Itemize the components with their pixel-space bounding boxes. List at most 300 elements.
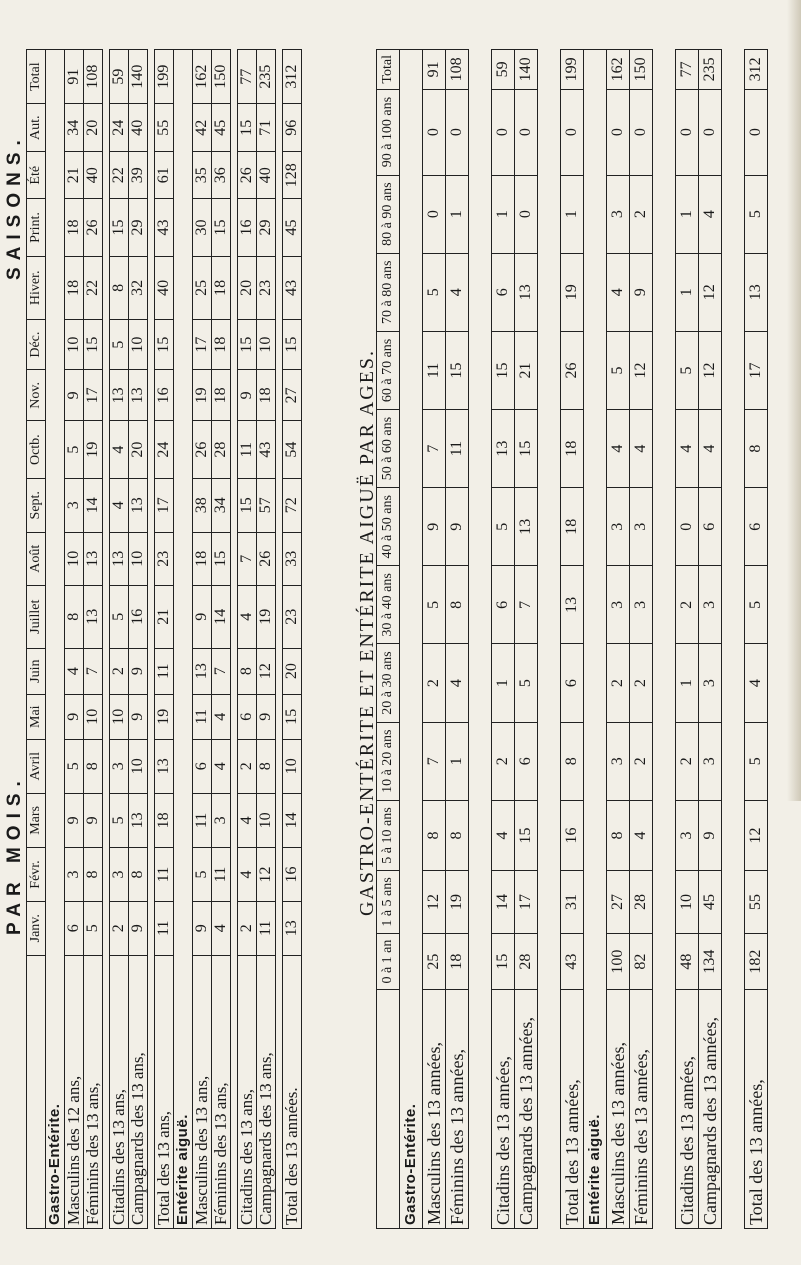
value-cell: 10 — [129, 319, 148, 369]
value-cell: 26 — [84, 199, 103, 256]
section-title: Gastro-Entérite. — [400, 50, 423, 1229]
row-label: Féminins des 13 ans, — [212, 955, 231, 1228]
value-cell: 22 — [84, 256, 103, 319]
value-cell: 29 — [257, 199, 276, 256]
value-cell: 14 — [283, 793, 302, 847]
row-gap — [148, 50, 155, 1229]
value-cell: 15 — [212, 199, 231, 256]
value-cell: 28 — [212, 421, 231, 478]
value-cell: 3 — [607, 488, 630, 566]
table-row — [257, 50, 276, 1229]
column-header: Avril — [27, 739, 46, 793]
value-cell: 3 — [699, 644, 722, 722]
value-cell: 15 — [446, 331, 469, 409]
value-cell: 10 — [65, 532, 84, 585]
value-cell: 199 — [155, 50, 174, 104]
value-cell: 13 — [515, 488, 538, 566]
corner-cell — [377, 990, 400, 1229]
value-cell: 13 — [155, 739, 174, 793]
value-cell: 15 — [492, 933, 515, 990]
value-cell: 162 — [607, 50, 630, 90]
column-header: 20 à 30 ans — [377, 644, 400, 722]
value-cell: 8 — [129, 848, 148, 902]
value-cell: 8 — [84, 739, 103, 793]
value-cell: 20 — [84, 104, 103, 152]
value-cell: 11 — [238, 421, 257, 478]
column-header: Aut. — [27, 104, 46, 152]
value-cell: 2 — [423, 644, 446, 722]
value-cell: 6 — [561, 644, 584, 722]
value-cell: 4 — [238, 848, 257, 902]
value-cell: 12 — [745, 800, 768, 870]
column-header: 50 à 60 ans — [377, 410, 400, 488]
value-cell: 10 — [129, 739, 148, 793]
value-cell: 6 — [492, 253, 515, 331]
value-cell: 43 — [155, 199, 174, 256]
row-label: Campagnards des 13 années, — [515, 990, 538, 1229]
value-cell: 3 — [630, 566, 653, 644]
value-cell: 18 — [65, 256, 84, 319]
value-cell: 15 — [283, 319, 302, 369]
gap-cell — [538, 50, 561, 1229]
value-cell: 12 — [630, 331, 653, 409]
value-cell: 4 — [607, 410, 630, 488]
column-header: 60 à 70 ans — [377, 331, 400, 409]
value-cell: 10 — [257, 793, 276, 847]
value-cell: 4 — [110, 421, 129, 478]
value-cell: 4 — [699, 410, 722, 488]
value-cell: 45 — [283, 199, 302, 256]
value-cell: 11 — [193, 694, 212, 739]
value-cell: 17 — [84, 370, 103, 421]
column-header: Print. — [27, 199, 46, 256]
value-cell: 4 — [630, 800, 653, 870]
value-cell: 6 — [193, 739, 212, 793]
value-cell: 2 — [238, 739, 257, 793]
column-header: Total — [27, 50, 46, 104]
table-by-month — [26, 49, 302, 1229]
value-cell: 3 — [110, 739, 129, 793]
value-cell: 2 — [238, 901, 257, 955]
value-cell: 10 — [65, 319, 84, 369]
value-cell: 1 — [492, 175, 515, 253]
value-cell: 14 — [212, 585, 231, 648]
value-cell: 15 — [238, 104, 257, 152]
gap-cell — [722, 50, 745, 1229]
value-cell: 48 — [676, 933, 699, 990]
value-cell: 13 — [745, 253, 768, 331]
value-cell: 7 — [423, 722, 446, 800]
value-cell: 235 — [699, 50, 722, 90]
value-cell: 3 — [699, 722, 722, 800]
value-cell: 3 — [607, 722, 630, 800]
value-cell: 5 — [607, 331, 630, 409]
value-cell: 18 — [155, 793, 174, 847]
value-cell: 4 — [212, 901, 231, 955]
value-cell: 0 — [630, 89, 653, 175]
table-row — [607, 50, 630, 1229]
table-row — [745, 50, 768, 1229]
value-cell: 3 — [676, 800, 699, 870]
value-cell: 30 — [193, 199, 212, 256]
value-cell: 108 — [446, 50, 469, 90]
value-cell: 312 — [283, 50, 302, 104]
value-cell: 3 — [630, 488, 653, 566]
value-cell: 1 — [676, 253, 699, 331]
value-cell: 4 — [492, 800, 515, 870]
value-cell: 2 — [630, 644, 653, 722]
column-header: 0 à 1 an — [377, 933, 400, 990]
value-cell: 45 — [699, 871, 722, 934]
column-header: Juin — [27, 648, 46, 694]
value-cell: 27 — [607, 871, 630, 934]
value-cell: 5 — [492, 488, 515, 566]
value-cell: 2 — [110, 648, 129, 694]
value-cell: 18 — [212, 370, 231, 421]
value-cell: 26 — [561, 331, 584, 409]
value-cell: 19 — [155, 694, 174, 739]
value-cell: 14 — [492, 871, 515, 934]
row-label: Citadins des 13 ans, — [238, 955, 257, 1228]
value-cell: 8 — [607, 800, 630, 870]
value-cell: 3 — [65, 478, 84, 532]
value-cell: 8 — [257, 739, 276, 793]
heading-saisons: SAISONS. — [4, 133, 25, 280]
value-cell: 312 — [745, 50, 768, 90]
value-cell: 5 — [423, 253, 446, 331]
value-cell: 16 — [283, 848, 302, 902]
value-cell: 6 — [699, 488, 722, 566]
value-cell: 5 — [745, 566, 768, 644]
value-cell: 8 — [561, 722, 584, 800]
column-header: Sept. — [27, 478, 46, 532]
value-cell: 8 — [110, 256, 129, 319]
value-cell: 55 — [155, 104, 174, 152]
value-cell: 13 — [129, 793, 148, 847]
value-cell: 1 — [492, 644, 515, 722]
value-cell: 18 — [65, 199, 84, 256]
column-header: 10 à 20 ans — [377, 722, 400, 800]
value-cell: 21 — [65, 152, 84, 199]
row-label: Citadins des 13 années, — [676, 990, 699, 1229]
value-cell: 31 — [561, 871, 584, 934]
value-cell: 4 — [607, 253, 630, 331]
value-cell: 7 — [238, 532, 257, 585]
value-cell: 43 — [561, 933, 584, 990]
value-cell: 13 — [110, 370, 129, 421]
column-header: 90 à 100 ans — [377, 89, 400, 175]
row-label: Total des 13 années, — [745, 990, 768, 1229]
value-cell: 140 — [515, 50, 538, 90]
value-cell: 4 — [745, 644, 768, 722]
value-cell: 24 — [110, 104, 129, 152]
column-header: Janv. — [27, 901, 46, 955]
value-cell: 9 — [446, 488, 469, 566]
value-cell: 4 — [110, 478, 129, 532]
value-cell: 2 — [676, 722, 699, 800]
value-cell: 15 — [84, 319, 103, 369]
value-cell: 91 — [65, 50, 84, 104]
column-header: Mars — [27, 793, 46, 847]
value-cell: 12 — [699, 331, 722, 409]
value-cell: 6 — [515, 722, 538, 800]
value-cell: 19 — [193, 370, 212, 421]
value-cell: 55 — [745, 871, 768, 934]
table-row — [84, 50, 103, 1229]
value-cell: 12 — [257, 848, 276, 902]
value-cell: 82 — [630, 933, 653, 990]
value-cell: 42 — [193, 104, 212, 152]
value-cell: 4 — [212, 739, 231, 793]
value-cell: 1 — [446, 722, 469, 800]
table-row — [283, 50, 302, 1229]
value-cell: 15 — [515, 410, 538, 488]
value-cell: 128 — [283, 152, 302, 199]
value-cell: 10 — [129, 532, 148, 585]
value-cell: 25 — [423, 933, 446, 990]
value-cell: 9 — [257, 694, 276, 739]
row-label: Féminins des 13 ans, — [84, 955, 103, 1228]
value-cell: 15 — [238, 478, 257, 532]
value-cell: 24 — [155, 421, 174, 478]
value-cell: 71 — [257, 104, 276, 152]
row-label: Total des 13 années. — [283, 955, 302, 1228]
value-cell: 199 — [561, 50, 584, 90]
value-cell: 0 — [561, 89, 584, 175]
value-cell: 38 — [193, 478, 212, 532]
value-cell: 39 — [129, 152, 148, 199]
value-cell: 20 — [238, 256, 257, 319]
value-cell: 12 — [257, 648, 276, 694]
row-gap — [469, 50, 492, 1229]
value-cell: 0 — [515, 89, 538, 175]
value-cell: 9 — [65, 370, 84, 421]
table-row — [238, 50, 257, 1229]
value-cell: 0 — [515, 175, 538, 253]
value-cell: 3 — [212, 793, 231, 847]
value-cell: 4 — [446, 644, 469, 722]
value-cell: 10 — [257, 319, 276, 369]
value-cell: 11 — [423, 331, 446, 409]
value-cell: 2 — [110, 901, 129, 955]
value-cell: 26 — [257, 532, 276, 585]
value-cell: 7 — [84, 648, 103, 694]
section-row — [400, 50, 423, 1229]
header-row — [377, 50, 400, 1229]
value-cell: 18 — [257, 370, 276, 421]
value-cell: 27 — [283, 370, 302, 421]
row-label: Total des 13 années, — [561, 990, 584, 1229]
column-header: Total — [377, 50, 400, 90]
column-header: 30 à 40 ans — [377, 566, 400, 644]
value-cell: 9 — [129, 694, 148, 739]
value-cell: 11 — [155, 648, 174, 694]
column-header: 5 à 10 ans — [377, 800, 400, 870]
value-cell: 11 — [212, 848, 231, 902]
value-cell: 25 — [193, 256, 212, 319]
value-cell: 36 — [212, 152, 231, 199]
value-cell: 2 — [607, 644, 630, 722]
value-cell: 150 — [630, 50, 653, 90]
value-cell: 22 — [110, 152, 129, 199]
value-cell: 5 — [84, 901, 103, 955]
value-cell: 13 — [515, 253, 538, 331]
value-cell: 10 — [676, 871, 699, 934]
value-cell: 12 — [423, 871, 446, 934]
table-row — [212, 50, 231, 1229]
value-cell: 0 — [423, 175, 446, 253]
value-cell: 5 — [110, 585, 129, 648]
table-row — [423, 50, 446, 1229]
value-cell: 2 — [492, 722, 515, 800]
value-cell: 9 — [630, 253, 653, 331]
table-row — [446, 50, 469, 1229]
row-gap — [653, 50, 676, 1229]
value-cell: 4 — [630, 410, 653, 488]
value-cell: 18 — [561, 488, 584, 566]
table-row — [561, 50, 584, 1229]
value-cell: 23 — [257, 256, 276, 319]
value-cell: 13 — [129, 478, 148, 532]
value-cell: 34 — [212, 478, 231, 532]
gap-cell — [103, 50, 110, 1229]
value-cell: 9 — [238, 370, 257, 421]
value-cell: 19 — [84, 421, 103, 478]
value-cell: 4 — [212, 694, 231, 739]
row-label: Campagnards des 13 ans, — [129, 955, 148, 1228]
value-cell: 5 — [676, 331, 699, 409]
value-cell: 13 — [129, 370, 148, 421]
value-cell: 13 — [84, 532, 103, 585]
value-cell: 59 — [492, 50, 515, 90]
section-title: Entérite aiguë. — [584, 50, 607, 1229]
value-cell: 13 — [110, 532, 129, 585]
column-header: 80 à 90 ans — [377, 175, 400, 253]
value-cell: 4 — [238, 585, 257, 648]
corner-cell — [27, 955, 46, 1228]
value-cell: 26 — [238, 152, 257, 199]
value-cell: 9 — [65, 793, 84, 847]
page-edge — [787, 0, 801, 801]
value-cell: 5 — [65, 739, 84, 793]
value-cell: 2 — [676, 566, 699, 644]
value-cell: 3 — [699, 566, 722, 644]
row-label: Masculins des 13 ans, — [193, 955, 212, 1228]
value-cell: 5 — [110, 793, 129, 847]
table-row — [492, 50, 515, 1229]
value-cell: 15 — [515, 800, 538, 870]
value-cell: 1 — [676, 644, 699, 722]
value-cell: 8 — [745, 410, 768, 488]
value-cell: 108 — [84, 50, 103, 104]
value-cell: 15 — [110, 199, 129, 256]
row-gap — [276, 50, 283, 1229]
value-cell: 8 — [446, 800, 469, 870]
value-cell: 19 — [257, 585, 276, 648]
value-cell: 0 — [699, 89, 722, 175]
table-row — [630, 50, 653, 1229]
table-row — [155, 50, 174, 1229]
row-label: Campagnards des 13 années, — [699, 990, 722, 1229]
value-cell: 17 — [193, 319, 212, 369]
value-cell: 0 — [676, 89, 699, 175]
gap-cell — [653, 50, 676, 1229]
table-row — [193, 50, 212, 1229]
value-cell: 9 — [699, 800, 722, 870]
value-cell: 32 — [129, 256, 148, 319]
value-cell: 4 — [699, 175, 722, 253]
value-cell: 15 — [283, 694, 302, 739]
column-header: Juillet — [27, 585, 46, 648]
value-cell: 19 — [561, 253, 584, 331]
value-cell: 6 — [238, 694, 257, 739]
value-cell: 18 — [212, 319, 231, 369]
value-cell: 91 — [423, 50, 446, 90]
row-label: Citadins des 13 ans, — [110, 955, 129, 1228]
value-cell: 18 — [446, 933, 469, 990]
value-cell: 15 — [492, 331, 515, 409]
value-cell: 59 — [110, 50, 129, 104]
value-cell: 19 — [446, 871, 469, 934]
value-cell: 17 — [745, 331, 768, 409]
value-cell: 20 — [129, 421, 148, 478]
value-cell: 21 — [155, 585, 174, 648]
value-cell: 43 — [257, 421, 276, 478]
value-cell: 0 — [745, 89, 768, 175]
section-row — [584, 50, 607, 1229]
value-cell: 9 — [65, 694, 84, 739]
row-label: Campagnards des 13 ans, — [257, 955, 276, 1228]
value-cell: 0 — [446, 89, 469, 175]
column-header: 40 à 50 ans — [377, 488, 400, 566]
value-cell: 23 — [155, 532, 174, 585]
section-row — [174, 50, 193, 1229]
value-cell: 61 — [155, 152, 174, 199]
value-cell: 9 — [84, 793, 103, 847]
value-cell: 40 — [257, 152, 276, 199]
value-cell: 14 — [84, 478, 103, 532]
table-row — [699, 50, 722, 1229]
value-cell: 9 — [129, 648, 148, 694]
value-cell: 35 — [193, 152, 212, 199]
value-cell: 1 — [446, 175, 469, 253]
value-cell: 17 — [155, 478, 174, 532]
value-cell: 11 — [155, 848, 174, 902]
row-gap — [231, 50, 238, 1229]
table-row — [110, 50, 129, 1229]
value-cell: 4 — [238, 793, 257, 847]
row-label: Citadins des 13 années, — [492, 990, 515, 1229]
value-cell: 13 — [283, 901, 302, 955]
value-cell: 33 — [283, 532, 302, 585]
column-header: Août — [27, 532, 46, 585]
value-cell: 20 — [283, 648, 302, 694]
row-label: Masculins des 13 années, — [607, 990, 630, 1229]
value-cell: 100 — [607, 933, 630, 990]
value-cell: 162 — [193, 50, 212, 104]
row-label: Total des 13 ans, — [155, 955, 174, 1228]
value-cell: 16 — [155, 370, 174, 421]
value-cell: 43 — [283, 256, 302, 319]
value-cell: 150 — [212, 50, 231, 104]
value-cell: 16 — [129, 585, 148, 648]
value-cell: 18 — [212, 256, 231, 319]
value-cell: 10 — [283, 739, 302, 793]
row-label: Masculins des 12 ans, — [65, 955, 84, 1228]
column-header: Mai — [27, 694, 46, 739]
value-cell: 0 — [607, 89, 630, 175]
value-cell: 9 — [193, 585, 212, 648]
